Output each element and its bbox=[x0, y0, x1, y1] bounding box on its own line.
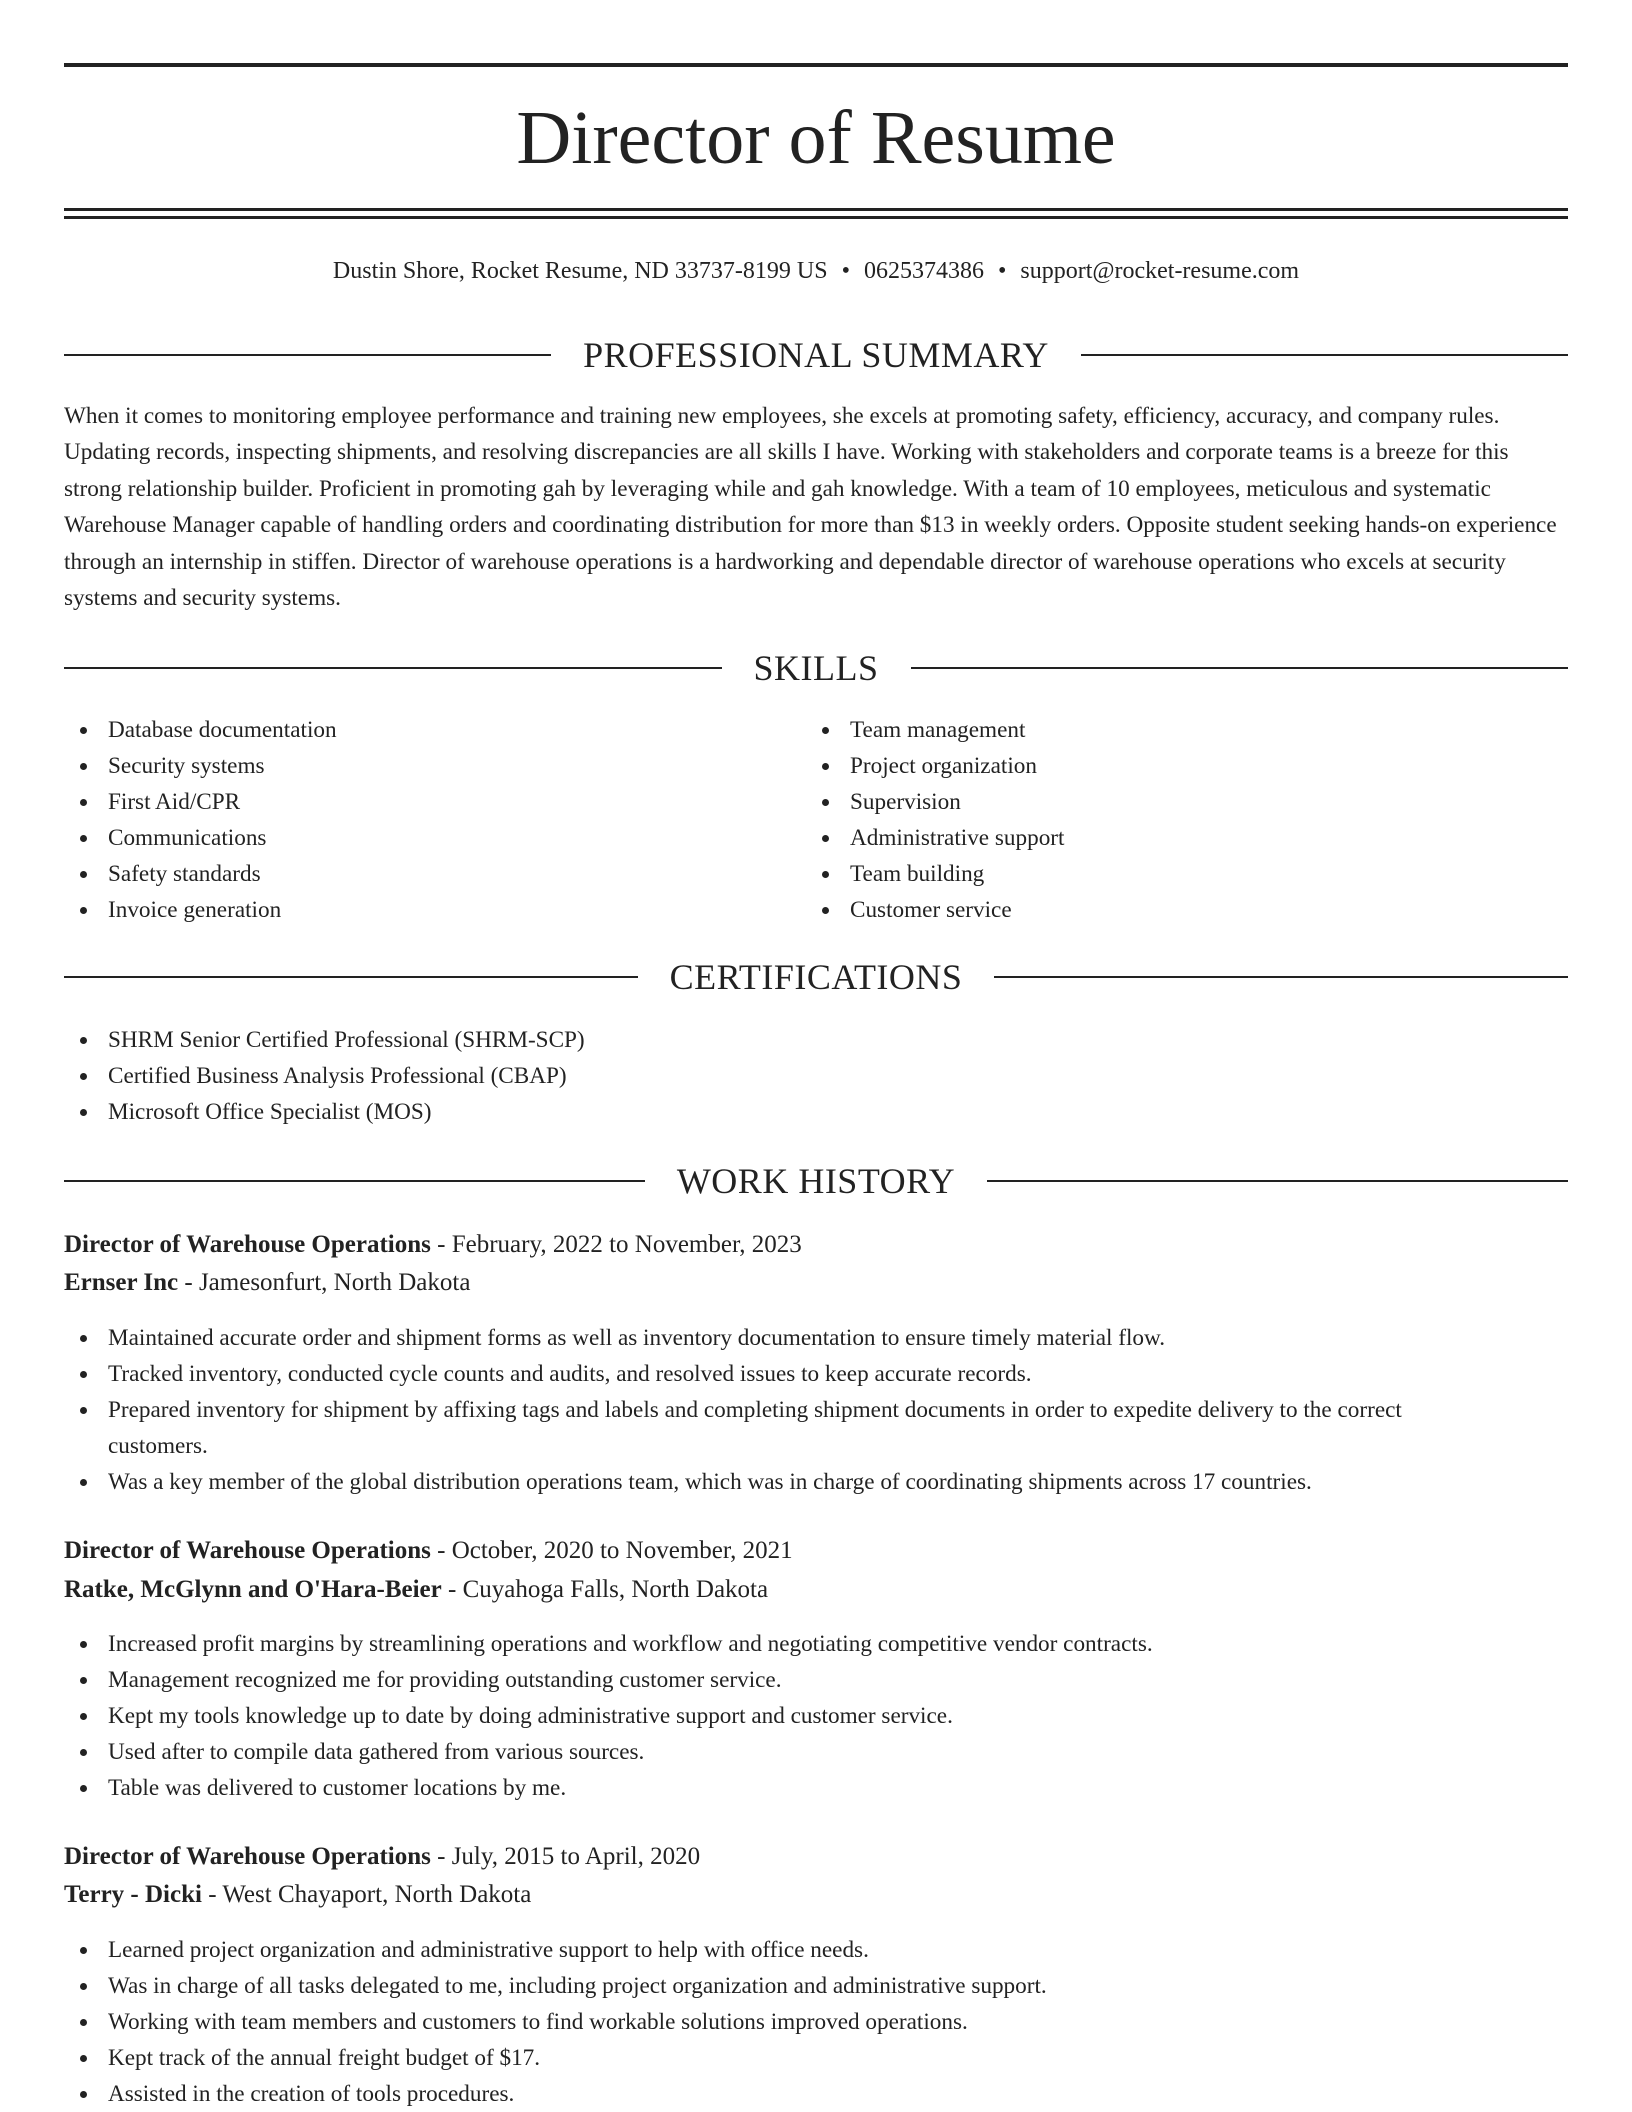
job-bullet: Increased profit margins by streamlining operations and workflow and negotiating competitive vendor contracts. bbox=[64, 1626, 1504, 1662]
heading-rule bbox=[994, 976, 1568, 978]
job-title-line bbox=[64, 1838, 1568, 1876]
skill-item: Invoice generation bbox=[64, 892, 804, 928]
job-bullet: Was in charge of all tasks delegated to me, including project organization and administrative support. bbox=[64, 1968, 1504, 2004]
skills-list-right bbox=[806, 712, 1546, 928]
job-bullets bbox=[64, 1626, 1504, 1806]
job-company: Ernser Inc bbox=[64, 1269, 179, 1296]
skills-list-left bbox=[64, 712, 804, 928]
contact-separator: • bbox=[997, 258, 1007, 284]
title-rule-lower bbox=[64, 216, 1568, 219]
summary-heading-label: PROFESSIONAL SUMMARY bbox=[583, 335, 1049, 375]
job-bullet: Learned project organization and administrative support to help with office needs. bbox=[64, 1932, 1504, 1968]
summary-heading bbox=[64, 333, 1568, 377]
heading-rule bbox=[64, 976, 638, 978]
heading-rule bbox=[64, 667, 722, 669]
skill-item: Supervision bbox=[806, 784, 1546, 820]
heading-rule bbox=[1081, 354, 1568, 356]
certification-item: SHRM Senior Certified Professional (SHRM-SCP) bbox=[64, 1022, 1568, 1058]
skill-item: Communications bbox=[64, 820, 804, 856]
certification-item: Certified Business Analysis Professional (CBAP) bbox=[64, 1058, 1568, 1094]
skill-item: Database documentation bbox=[64, 712, 804, 748]
job-bullet: Maintained accurate order and shipment forms as well as inventory documentation to ensure timely material flow. bbox=[64, 1320, 1504, 1356]
job-bullet: Used after to compile data gathered from various sources. bbox=[64, 1734, 1504, 1770]
job-bullet: Prepared inventory for shipment by affixing tags and labels and completing shipment documents in order to expedite delivery to the correct customers. bbox=[64, 1392, 1504, 1464]
job-bullet: Kept track of the annual freight budget of $17. bbox=[64, 2040, 1504, 2076]
job-title-line bbox=[64, 1532, 1568, 1570]
skill-item: Administrative support bbox=[806, 820, 1546, 856]
job-company: Terry - Dicki bbox=[64, 1881, 202, 1908]
contact-email: support@rocket-resume.com bbox=[1020, 258, 1300, 284]
job-bullet: Table was delivered to customer locations by me. bbox=[64, 1770, 1504, 1806]
job-bullet: Working with team members and customers to find workable solutions improved operations. bbox=[64, 2004, 1504, 2040]
job-title: Director of Warehouse Operations bbox=[64, 1231, 431, 1258]
job-dates: - February, 2022 to November, 2023 bbox=[430, 1231, 802, 1258]
heading-rule bbox=[911, 667, 1569, 669]
certification-item: Microsoft Office Specialist (MOS) bbox=[64, 1094, 1568, 1130]
skills-heading bbox=[64, 646, 1568, 690]
heading-rule bbox=[987, 1180, 1568, 1182]
job-company: Ratke, McGlynn and O'Hara-Beier bbox=[64, 1576, 442, 1603]
job-bullet: Kept my tools knowledge up to date by doing administrative support and customer service. bbox=[64, 1698, 1504, 1734]
skill-item: Security systems bbox=[64, 748, 804, 784]
summary-text: When it comes to monitoring employee performance and training new employees, she excels at promoting safety, efficiency, accuracy, and company rules. Updating records, inspecting shipments, and resolving discrepancies are all skills I have. Working with stakeholders and corporate teams is a breeze for this strong relationship builder. Proficient in promoting gah by leveraging while and gah knowledge. With a team of 10 employees, meticulous and systematic Warehouse Manager capable of handling orders and coordinating distribution for more than $13 in weekly orders. Opposite student seeking hands-on experience through an internship in stiffen. Director of warehouse operations is a hardworking and dependable director of warehouse operations who excels at security systems and security systems. bbox=[64, 403, 1557, 612]
heading-rule bbox=[64, 1180, 645, 1182]
skill-item: First Aid/CPR bbox=[64, 784, 804, 820]
skills-heading-label: SKILLS bbox=[753, 648, 879, 688]
job-dates: - July, 2015 to April, 2020 bbox=[430, 1843, 701, 1870]
job-bullet: Assisted in the creation of tools procedures. bbox=[64, 2076, 1504, 2112]
job-company-line bbox=[64, 1264, 1568, 1302]
job-company-line bbox=[64, 1571, 1568, 1609]
skill-item: Team building bbox=[806, 856, 1546, 892]
contact-separator: • bbox=[841, 258, 850, 284]
job-bullets bbox=[64, 1932, 1504, 2112]
title-rule-upper bbox=[64, 208, 1568, 211]
skill-item: Customer service bbox=[806, 892, 1546, 928]
heading-rule bbox=[64, 354, 551, 356]
certifications-heading-label: CERTIFICATIONS bbox=[669, 957, 963, 997]
job-title: Director of Warehouse Operations bbox=[64, 1537, 431, 1564]
job-bullet: Tracked inventory, conducted cycle counts and audits, and resolved issues to keep accurate records. bbox=[64, 1356, 1504, 1392]
certifications-list bbox=[64, 1022, 1568, 1130]
job-company-line bbox=[64, 1876, 1568, 1914]
job-location: - Jamesonfurt, North Dakota bbox=[178, 1269, 471, 1296]
skill-item: Project organization bbox=[806, 748, 1546, 784]
certifications-heading bbox=[64, 955, 1568, 999]
top-rule bbox=[64, 63, 1568, 67]
job-title: Director of Warehouse Operations bbox=[64, 1843, 431, 1870]
work-history-heading bbox=[64, 1159, 1568, 1203]
job-bullets bbox=[64, 1320, 1504, 1500]
resume-title: Director of Resume bbox=[516, 96, 1116, 180]
skill-item: Team management bbox=[806, 712, 1546, 748]
job-title-line bbox=[64, 1226, 1568, 1264]
contact-phone: 0625374386 bbox=[863, 258, 984, 284]
job-bullet: Was a key member of the global distribution operations team, which was in charge of coordinating shipments across 17 countries. bbox=[64, 1464, 1504, 1500]
job-bullet: Management recognized me for providing outstanding customer service. bbox=[64, 1662, 1504, 1698]
contact-line bbox=[64, 255, 1568, 287]
job-dates: - October, 2020 to November, 2021 bbox=[430, 1537, 793, 1564]
work-history-heading-label: WORK HISTORY bbox=[676, 1161, 956, 1201]
contact-address: Dustin Shore, Rocket Resume, ND 33737-8199 US bbox=[332, 258, 828, 284]
job-location: - West Chayaport, North Dakota bbox=[201, 1881, 532, 1908]
skill-item: Safety standards bbox=[64, 856, 804, 892]
job-location: - Cuyahoga Falls, North Dakota bbox=[441, 1576, 769, 1603]
